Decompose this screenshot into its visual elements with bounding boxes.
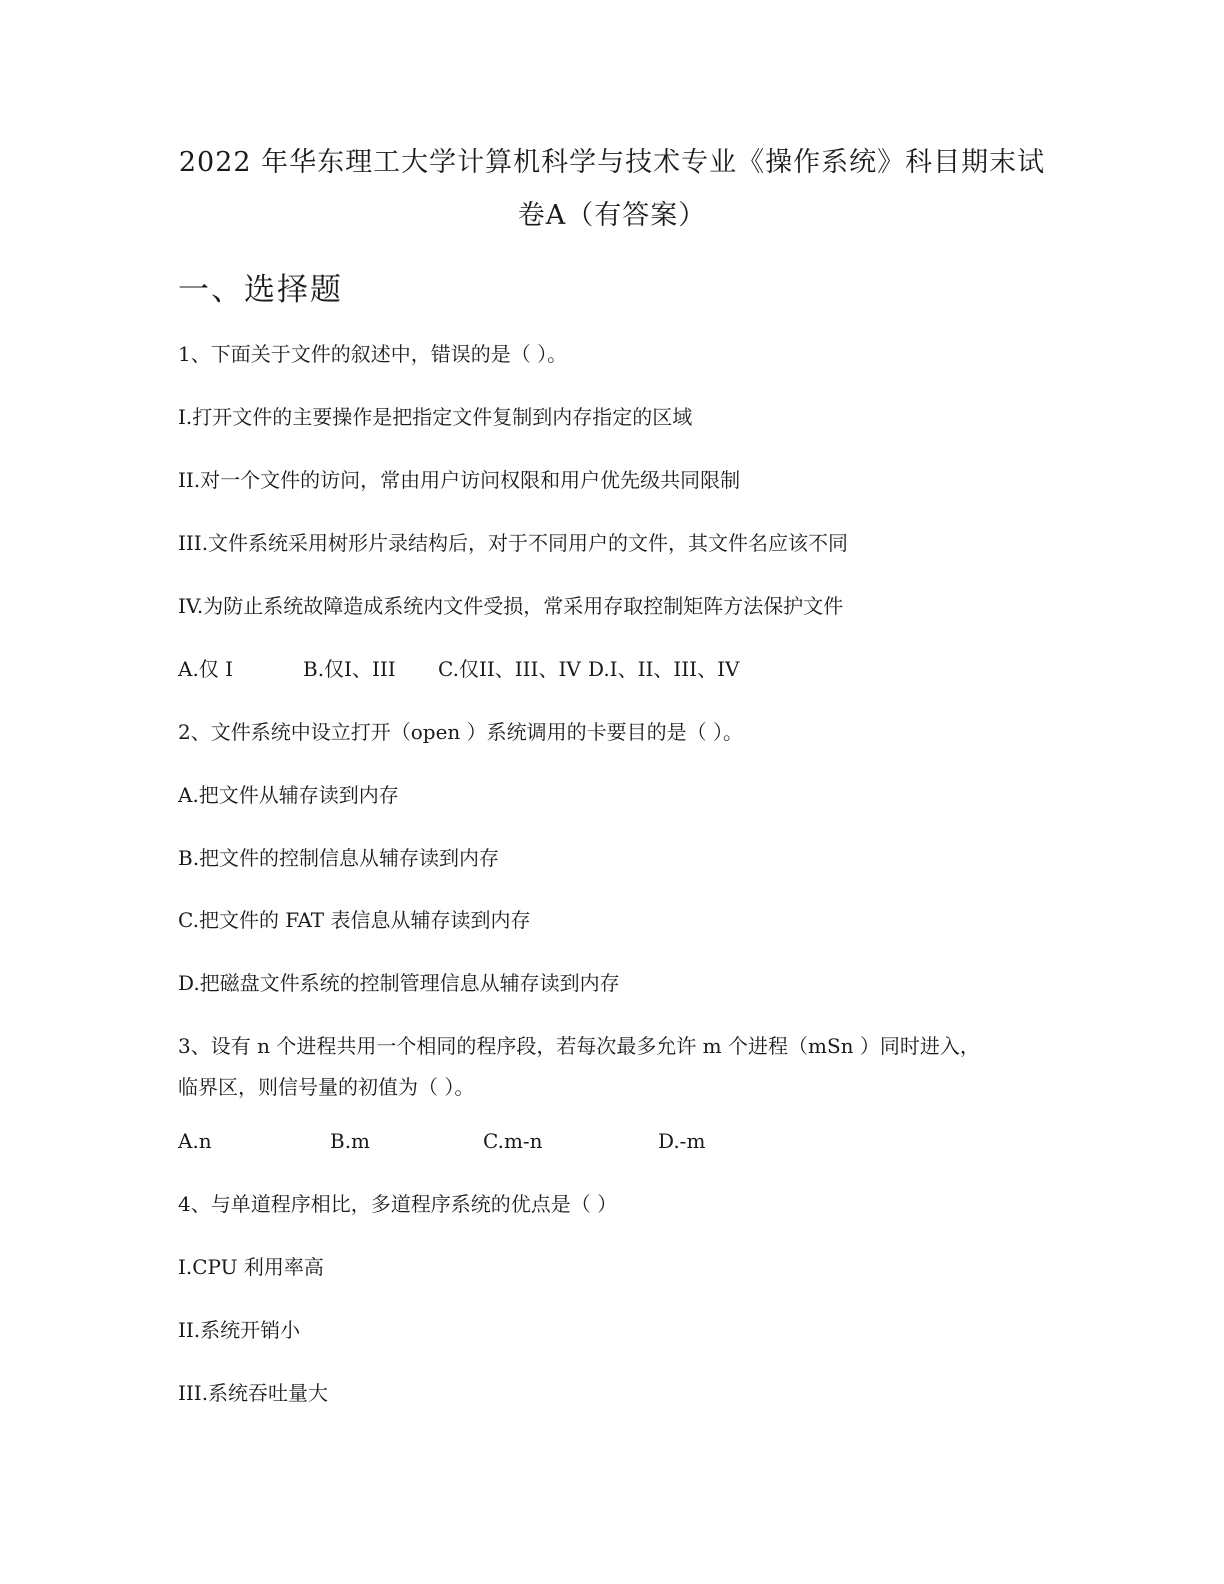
question-3-option-a: A.n [178,1129,212,1153]
question-1-item-1: I.打开文件的主要操作是把指定文件复制到内存指定的区域 [178,405,693,429]
question-4-item-3: III.系统吞吐量大 [178,1381,329,1405]
question-3-option-c: C.m-n [483,1129,543,1153]
question-2-option-b: B.把文件的控制信息从辅存读到内存 [178,846,500,870]
section-heading: 一、选择题 [178,272,343,308]
question-1-item-3: III.文件系统采用树形片录结构后，对于不同用户的文件，其文件名应该不同 [178,531,849,555]
question-3-option-b: B.m [330,1129,371,1153]
question-1-item-4: IV.为防止系统故障造成系统内文件受损，常采用存取控制矩阵方法保护文件 [178,594,844,618]
question-3-option-d: D.-m [658,1129,706,1153]
question-3-stem-line-1: 3、设有 n 个进程共用一个相同的程序段，若每次最多允许 m 个进程（mSn ）同时进入， [178,1034,980,1058]
question-4-item-1: I.CPU 利用率高 [178,1255,324,1279]
question-2-option-a: A.把文件从辅存读到内存 [178,783,399,807]
question-1-option-d: D.I、II、III、IV [588,657,740,681]
question-1-option-b: B.仅I、III [303,657,396,681]
question-2-option-d: D.把磁盘文件系统的控制管理信息从辅存读到内存 [178,971,620,995]
question-1-option-c: C.仅II、III、IV [438,657,581,681]
question-1-stem: 1、下面关于文件的叙述中，错误的是（ ）。 [178,342,568,366]
question-2-option-c: C.把文件的 FAT 表信息从辅存读到内存 [178,908,531,932]
question-1-option-a: A.仅 I [178,657,234,681]
question-4-stem: 4、与单道程序相比，多道程序系统的优点是（ ） [178,1192,618,1216]
exam-title-line-2: 卷A（有答案） [517,200,707,231]
question-1-item-2: II.对一个文件的访问，常由用户访问权限和用户优先级共同限制 [178,468,741,492]
question-2-stem: 2、文件系统中设立打开（open ）系统调用的卡要目的是（ ）。 [178,720,743,744]
exam-title-line-1: 2022 年华东理工大学计算机科学与技术专业《操作系统》科目期末试 [178,147,1046,178]
question-4-item-2: II.系统开销小 [178,1318,301,1342]
question-3-stem-line-2: 临界区，则信号量的初值为（ ）。 [178,1075,475,1099]
